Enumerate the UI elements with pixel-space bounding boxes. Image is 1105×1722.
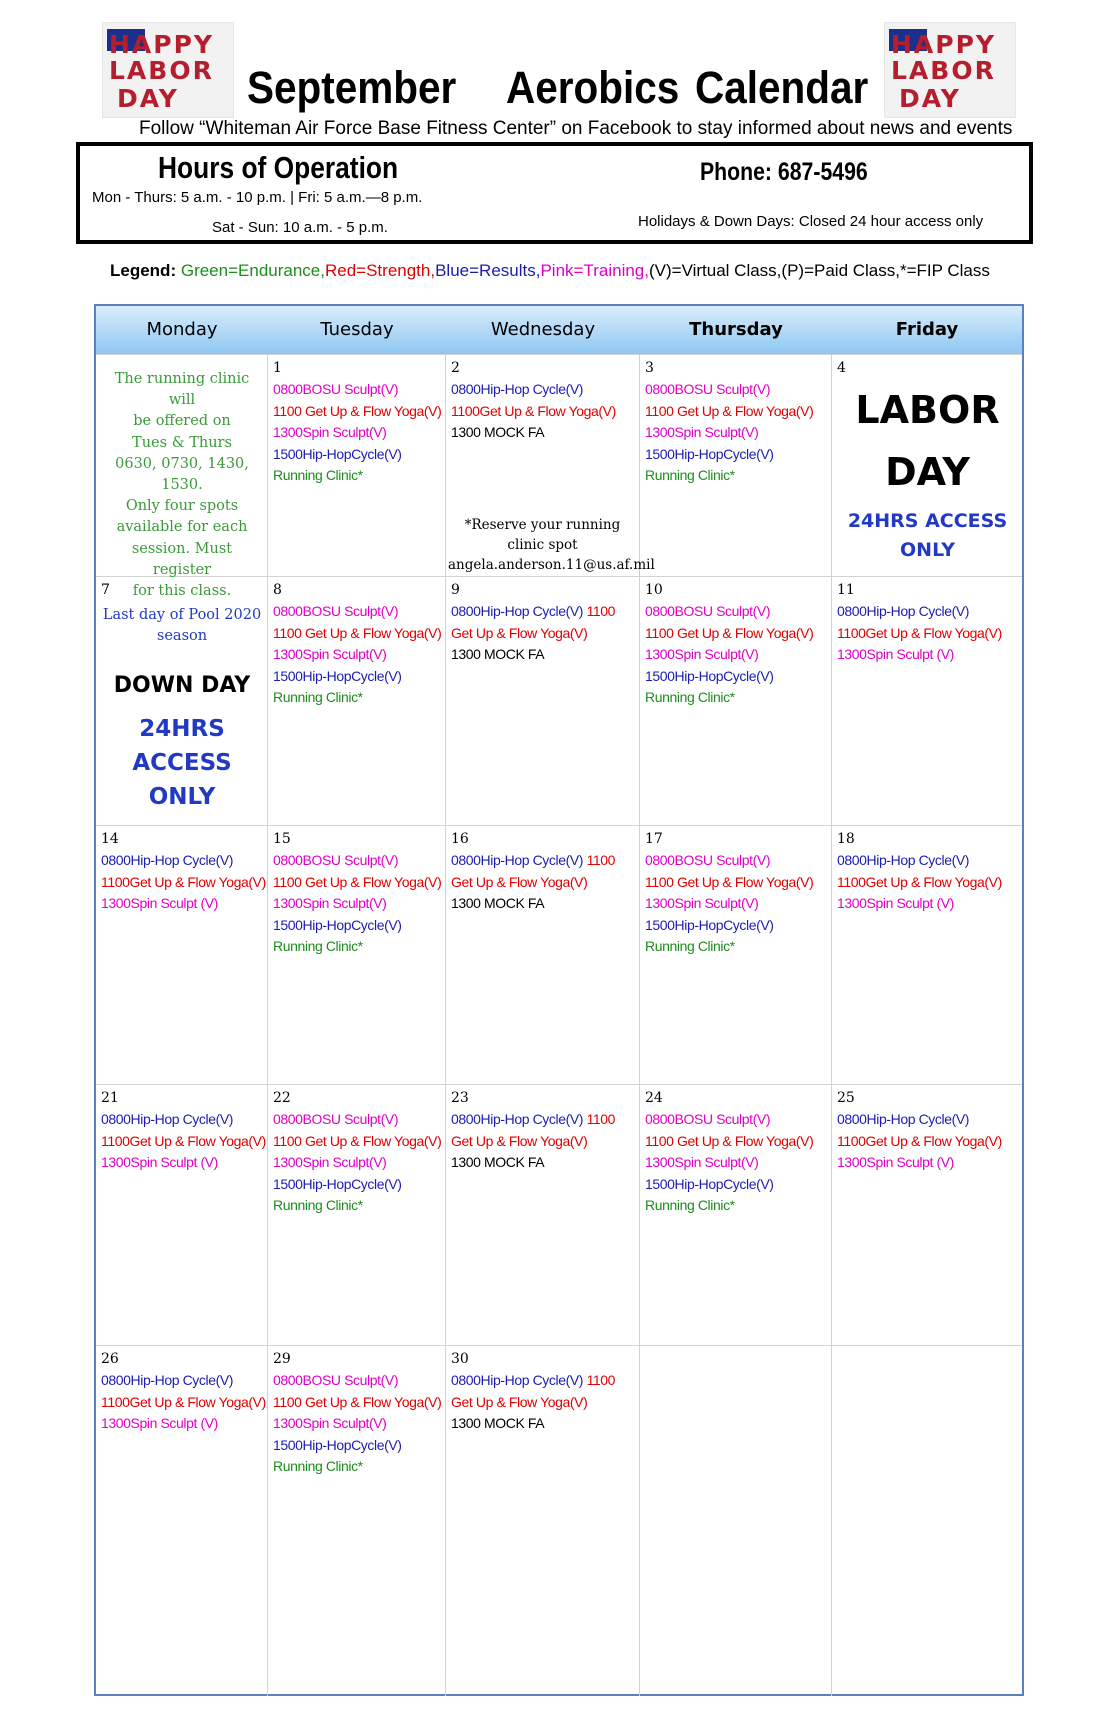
legend-rest: (V)=Virtual Class,(P)=Paid Class,*=FIP Class [648,261,990,280]
class-item: 1500Hip-HopCycle(V) [645,667,774,684]
class-item: 1300Spin Sculpt (V) [101,1415,218,1431]
hours-weekday: Mon - Thurs: 5 a.m. - 10 p.m. | Fri: 5 a.m.—8 p.m. [92,189,423,206]
week-row [96,576,1022,825]
date-number: 15 [273,831,291,847]
day-cell-empty [832,1346,1022,1696]
class-item: 1300Spin Sculpt(V) [273,424,387,440]
class-item: Get Up & Flow Yoga(V) [451,1132,588,1149]
date-number: 2 [451,360,460,376]
class-item: 1300Spin Sculpt(V) [645,1154,759,1170]
date-number: 25 [837,1090,855,1106]
class-item: 0800Hip-Hop Cycle(V) 1100 [451,603,616,619]
class-item: 1500Hip-HopCycle(V) [273,1436,402,1453]
page-title-month: September [247,62,457,113]
class-item: 1300Spin Sculpt (V) [837,1154,954,1170]
day-cell [96,1346,268,1696]
class-item: Running Clinic* [273,938,363,954]
class-item: 0800Hip-Hop Cycle(V) 1100 [451,1372,616,1388]
day-cell [640,1085,832,1345]
day-cell [832,355,1022,576]
class-item: 0800BOSU Sculpt(V) [273,852,399,868]
class-item: 0800BOSU Sculpt(V) [645,381,771,397]
running-clinic-notice: The running clinic will be offered on Tues & Thurs 0630, 0730, 1430, 1530. Only four spots available for each session. Must register for this class. [114,371,250,600]
class-item: 1300 MOCK FA [451,424,545,440]
class-item: 0800BOSU Sculpt(V) [645,852,771,868]
date-number: 29 [273,1351,291,1367]
legend-red: Red=Strength, [324,261,436,280]
week-row [96,354,1022,600]
date-number: 1 [273,360,282,376]
labor-day-notice: LABOR DAY [855,388,1000,494]
class-item: 1300Spin Sculpt(V) [273,895,387,911]
hours-title: Hours of Operation [158,150,399,185]
date-number: 7 [101,582,110,598]
class-item: Running Clinic* [273,1458,363,1474]
svg-text:LABOR: LABOR [109,56,214,85]
class-item: 1300 MOCK FA [451,646,545,662]
class-item: 1300Spin Sculpt(V) [273,1415,387,1431]
class-item: 1500Hip-HopCycle(V) [273,667,402,684]
class-item: 1100 Get Up & Flow Yoga(V) [273,624,442,641]
class-item: 1300Spin Sculpt(V) [645,646,759,662]
class-item: 1100 Get Up & Flow Yoga(V) [645,624,814,641]
day-cell [268,355,446,576]
class-item: 0800Hip-Hop Cycle(V) [101,852,234,868]
week-row [96,825,1022,1084]
date-number: 24 [645,1090,663,1106]
date-number: 21 [101,1090,119,1106]
day-cell [446,577,640,825]
legend-pink: Pink=Training, [540,261,649,280]
class-item: 0800Hip-Hop Cycle(V) [101,1111,234,1127]
phone-number: Phone: 687-5496 [700,158,868,186]
week-row [96,1345,1022,1696]
class-item: 0800BOSU Sculpt(V) [645,603,771,619]
date-number: 11 [837,582,855,598]
class-item: Running Clinic* [645,1197,735,1213]
calendar-header [96,306,1022,354]
day-cell [832,826,1022,1084]
class-item: Running Clinic* [645,938,735,954]
class-item: Running Clinic* [645,689,735,705]
class-item: 0800Hip-Hop Cycle(V) 1100 [451,1111,616,1127]
class-item: 0800BOSU Sculpt(V) [645,1111,771,1127]
class-item: 1500Hip-HopCycle(V) [645,445,774,462]
date-number: 26 [101,1351,119,1367]
class-item: 1300Spin Sculpt (V) [101,1154,218,1170]
class-item: 1100Get Up & Flow Yoga(V) [837,873,1002,890]
date-number: 4 [837,360,846,376]
date-number: 9 [451,582,460,598]
date-number: 8 [273,582,282,598]
class-item: 1100Get Up & Flow Yoga(V) [451,402,616,419]
hours-of-operation-box [76,142,1033,244]
class-item: 1300Spin Sculpt (V) [101,895,218,911]
class-item: 1300 MOCK FA [451,1415,545,1431]
day-cell [640,826,832,1084]
class-item: 0800Hip-Hop Cycle(V) [837,852,970,868]
date-number: 16 [451,831,469,847]
class-item: 1100Get Up & Flow Yoga(V) [101,873,266,890]
day-cell [268,1085,446,1345]
class-item: 1100 Get Up & Flow Yoga(V) [273,873,442,890]
class-item: 1300Spin Sculpt(V) [645,424,759,440]
day-cell-empty [640,1346,832,1696]
class-item: 0800Hip-Hop Cycle(V) [837,603,970,619]
holidays-note: Holidays & Down Days: Closed 24 hour access only [638,213,984,230]
date-number: 17 [645,831,663,847]
class-item: 0800BOSU Sculpt(V) [273,381,399,397]
class-item: 1300Spin Sculpt (V) [837,895,954,911]
day-header-monday: Monday [146,319,218,340]
class-item: 1500Hip-HopCycle(V) [273,1175,402,1192]
class-item: 1500Hip-HopCycle(V) [273,916,402,933]
class-item: 1300Spin Sculpt (V) [837,646,954,662]
day-cell [832,577,1022,825]
down-day-notice: DOWN DAY [113,673,251,698]
day-cell [96,1085,268,1345]
day-header-thursday: Thursday [689,319,783,340]
class-item: Running Clinic* [273,1197,363,1213]
class-item: 1100Get Up & Flow Yoga(V) [101,1132,266,1149]
class-item: 1300 MOCK FA [451,895,545,911]
class-item: 0800Hip-Hop Cycle(V) [451,381,584,397]
class-item: 1100Get Up & Flow Yoga(V) [837,624,1002,641]
day-cell [640,355,832,576]
pool-notice: Last day of Pool 2020 season [102,607,262,644]
class-item: 0800BOSU Sculpt(V) [273,1372,399,1388]
class-item: 0800BOSU Sculpt(V) [273,603,399,619]
day-cell [640,577,832,825]
page-title-aerobics: Aerobics [506,62,680,113]
access-notice: 24HRS ACCESS ONLY [847,510,1008,561]
legend-label: Legend: [110,261,177,280]
svg-text:HAPPY: HAPPY [891,30,997,59]
class-item: Get Up & Flow Yoga(V) [451,1393,588,1410]
svg-text:HAPPY: HAPPY [109,30,215,59]
day-cell [446,355,655,576]
class-item: 1100 Get Up & Flow Yoga(V) [273,1393,442,1410]
day-cell [268,826,446,1084]
class-item: Get Up & Flow Yoga(V) [451,873,588,890]
class-item: Running Clinic* [645,467,735,483]
hours-weekend: Sat - Sun: 10 a.m. - 5 p.m. [212,219,388,236]
date-number: 22 [273,1090,291,1106]
class-item: 1100 Get Up & Flow Yoga(V) [645,873,814,890]
class-item: 1300Spin Sculpt(V) [645,895,759,911]
happy-labor-day-logo-left [102,22,234,118]
page-title-calendar: Calendar [695,62,869,113]
date-number: 18 [837,831,855,847]
date-number: 10 [645,582,663,598]
class-item: 1100 Get Up & Flow Yoga(V) [645,402,814,419]
day-cell [446,1085,640,1345]
legend-green: Green=Endurance, [180,261,325,280]
class-item: 1100Get Up & Flow Yoga(V) [837,1132,1002,1149]
date-number: 3 [645,360,654,376]
class-item: 0800Hip-Hop Cycle(V) 1100 [451,852,616,868]
class-item: 0800BOSU Sculpt(V) [273,1111,399,1127]
svg-text:DAY: DAY [899,84,961,113]
class-item: 1100 Get Up & Flow Yoga(V) [273,1132,442,1149]
day-header-wednesday: Wednesday [490,319,596,340]
class-item: Running Clinic* [273,467,363,483]
class-item: 1300Spin Sculpt(V) [273,1154,387,1170]
day-cell [96,577,268,825]
class-item: Running Clinic* [273,689,363,705]
legend [110,261,990,281]
facebook-follow-text: Follow “Whiteman Air Force Base Fitness Center” on Facebook to stay informed about news and events [139,118,1013,139]
date-number: 30 [451,1351,469,1367]
class-item: 0800Hip-Hop Cycle(V) [837,1111,970,1127]
class-item: 1500Hip-HopCycle(V) [645,916,774,933]
day-cell [446,1346,640,1696]
day-header-friday: Friday [895,319,959,340]
class-item: 1500Hip-HopCycle(V) [273,445,402,462]
class-item: 1100 Get Up & Flow Yoga(V) [273,402,442,419]
day-cell [446,826,640,1084]
access-notice: 24HRS ACCESS ONLY [132,716,232,810]
day-cell [96,826,268,1084]
class-item: Get Up & Flow Yoga(V) [451,624,588,641]
svg-text:LABOR: LABOR [891,56,996,85]
class-item: 1500Hip-HopCycle(V) [645,1175,774,1192]
week-row [96,1084,1022,1345]
class-item: 1300Spin Sculpt(V) [273,646,387,662]
svg-text:DAY: DAY [117,84,179,113]
calendar-grid [94,304,1024,1696]
happy-labor-day-logo-right [884,22,1016,118]
day-cell [832,1085,1022,1345]
day-cell [268,1346,446,1696]
day-cell [96,355,268,600]
date-number: 14 [101,831,119,847]
class-item: 1300 MOCK FA [451,1154,545,1170]
class-item: 0800Hip-Hop Cycle(V) [101,1372,234,1388]
reserve-running-clinic-note: *Reserve your running clinic spot angela.anderson.11@us.af.mil [448,517,655,573]
legend-blue: Blue=Results, [435,261,541,280]
day-cell [268,577,446,825]
class-item: 1100Get Up & Flow Yoga(V) [101,1393,266,1410]
date-number: 23 [451,1090,469,1106]
day-header-tuesday: Tuesday [320,319,394,340]
class-item: 1100 Get Up & Flow Yoga(V) [645,1132,814,1149]
